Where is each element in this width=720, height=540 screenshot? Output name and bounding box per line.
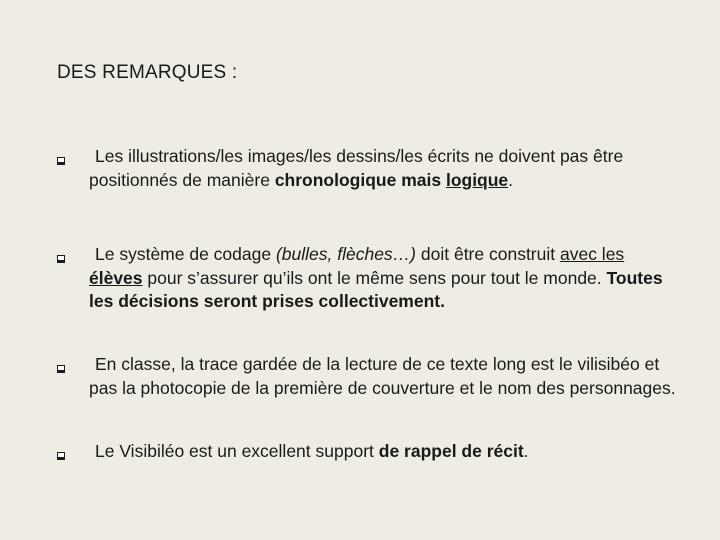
slide-title: DES REMARQUES : bbox=[57, 62, 238, 83]
bullet-text-segment: chronologique mais bbox=[274, 169, 446, 190]
bullet-text bbox=[89, 440, 679, 464]
bullet-text bbox=[89, 243, 679, 314]
bullet-text-segment: de rappel de récit bbox=[378, 441, 524, 461]
bullet-text bbox=[89, 353, 679, 400]
bullet-text-segment: Le système de codage bbox=[95, 244, 276, 264]
bullet-text bbox=[89, 145, 679, 192]
bullet-text-segment: doit être construit bbox=[416, 244, 560, 264]
bullet-text-segment: Le Visibiléo est un excellent support bbox=[95, 441, 379, 461]
square-bullet-icon bbox=[57, 157, 65, 165]
bullet-text-segment: (bulles, flèches…) bbox=[275, 244, 417, 264]
bullet-text-segment: pour s’assurer qu’ils ont le même sens pour tout le monde. bbox=[142, 267, 607, 288]
bullet-text-segment: . bbox=[523, 441, 529, 461]
square-bullet-icon bbox=[57, 452, 65, 460]
bullet-text-segment: En classe, la trace gardée de la lecture de ce texte long est le vilisibéo et pas la photocopie de la première de couverture et le nom des personnages. bbox=[89, 354, 676, 398]
bullet-text-segment: . bbox=[508, 169, 514, 190]
bullet-text-segment: élèves bbox=[89, 267, 143, 288]
square-bullet-icon bbox=[57, 365, 65, 373]
bullet-text-segment: Les illustrations/les images/les dessins/les écrits ne doivent pas être positionnés de manière bbox=[89, 146, 624, 190]
bullet-text-segment: Toutes les décisions seront prises collectivement. bbox=[89, 267, 663, 311]
square-bullet-icon bbox=[57, 255, 65, 263]
bullet-text-segment: logique bbox=[445, 169, 509, 190]
bullet-text-segment: avec les bbox=[559, 244, 625, 264]
